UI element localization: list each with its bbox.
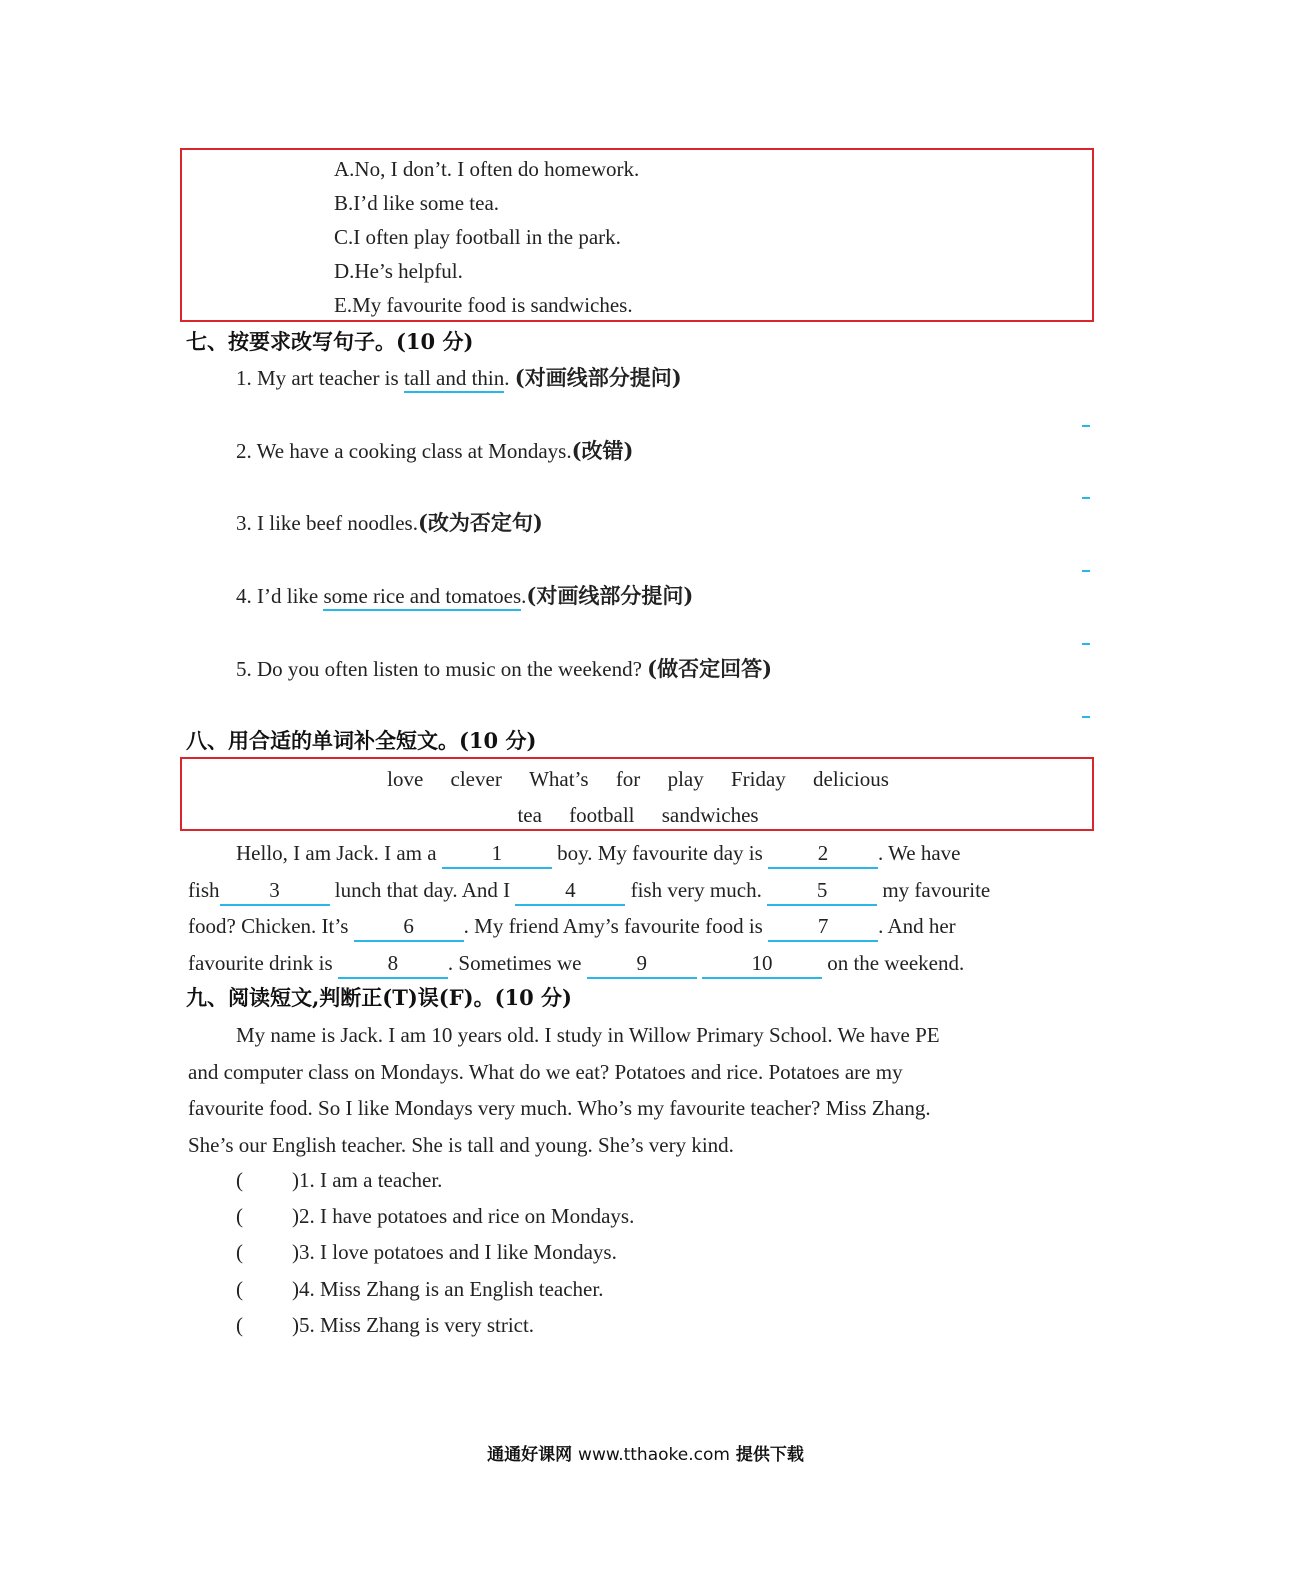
word-football: football <box>569 803 635 827</box>
section8-heading: 八、用合适的单词补全短文。(10 分) <box>186 728 537 753</box>
footer <box>0 1440 1291 1465</box>
q4-text: 4. I’d like <box>236 584 324 608</box>
blank-4[interactable]: 4 <box>515 876 625 906</box>
q2-instruction: (改错) <box>571 438 634 463</box>
answer-line-5[interactable] <box>1082 716 1090 718</box>
statement-3 <box>236 1237 617 1267</box>
answer-paren[interactable]: ( <box>236 1240 243 1264</box>
word-bank-row-2 <box>184 800 1092 830</box>
word-friday: Friday <box>730 767 786 791</box>
q3-instruction: (改为否定句) <box>417 510 543 535</box>
q5-text: 5. Do you often listen to music on the weekend? <box>236 657 648 681</box>
option-b: B.I’d like some tea. <box>334 191 500 215</box>
cloze-line-3 <box>188 908 1088 945</box>
cloze-text: my favourite <box>877 877 991 902</box>
footer-url[interactable]: www.tthaoke.com <box>578 1445 730 1465</box>
footer-site-name: 通通好课网 <box>487 1445 573 1465</box>
question-1 <box>236 363 682 393</box>
question-2 <box>236 436 633 466</box>
cloze-text: . My friend Amy’s favourite food is <box>463 914 769 938</box>
cloze-text: food? Chicken. It’s <box>188 914 354 938</box>
option-e: E.My favourite food is sandwiches. <box>334 293 633 317</box>
section7-heading: 七、按要求改写句子。(10 分) <box>186 329 474 354</box>
q1-underlined: tall and thin <box>404 366 504 393</box>
blank-8[interactable]: 8 <box>338 949 448 979</box>
answer-line-3[interactable] <box>1082 570 1090 572</box>
word-play: play <box>667 767 704 791</box>
blank-2[interactable]: 2 <box>768 839 878 869</box>
word-whats: What’s <box>529 767 589 791</box>
cloze-text: on the weekend. <box>821 950 965 975</box>
blank-5[interactable]: 5 <box>767 876 877 906</box>
statement-4 <box>236 1274 603 1304</box>
cloze-text: fish very much. <box>625 877 768 902</box>
cloze-line-4 <box>188 945 1088 982</box>
cloze-text: . We have <box>878 841 961 865</box>
word-sandwiches: sandwiches <box>661 803 759 827</box>
word-clever: clever <box>450 767 502 791</box>
statement-1 <box>236 1165 442 1195</box>
reading-line-4: She’s our English teacher. She is tall and young. She’s very kind. <box>188 1132 734 1157</box>
word-tea: tea <box>517 803 542 827</box>
cloze-text: . And her <box>878 914 956 938</box>
q2-text: 2. We have a cooking class at Mondays. <box>236 439 572 463</box>
reading-line-1: My name is Jack. I am 10 years old. I study in Willow Primary School. We have PE <box>236 1023 940 1047</box>
option-d: D.He’s helpful. <box>334 259 463 283</box>
q4-post: . <box>521 584 527 608</box>
word-bank-row-1 <box>184 764 1092 794</box>
section9-heading: 九、阅读短文,判断正(T)误(F)。(10 分) <box>186 985 572 1010</box>
cloze-text: fish <box>188 877 220 902</box>
blank-1[interactable]: 1 <box>442 839 552 869</box>
blank-10[interactable]: 10 <box>702 949 822 979</box>
statement-text: )3. I love potatoes and I like Mondays. <box>292 1240 617 1264</box>
cloze-line-1 <box>188 835 1088 872</box>
answer-paren[interactable]: ( <box>236 1313 243 1337</box>
statement-2 <box>236 1201 634 1231</box>
cloze-text: Hello, I am Jack. I am a <box>236 841 442 865</box>
q1-instruction: (对画线部分提问) <box>514 365 682 390</box>
statement-text: )5. Miss Zhang is very strict. <box>292 1313 535 1337</box>
q5-instruction: (做否定回答) <box>647 656 773 681</box>
answer-paren[interactable]: ( <box>236 1168 243 1192</box>
blank-3[interactable]: 3 <box>220 876 330 906</box>
answer-line-1[interactable] <box>1082 425 1090 427</box>
q4-underlined: some rice and tomatoes <box>323 584 521 611</box>
word-for: for <box>615 767 641 791</box>
reading-line-3: favourite food. So I like Mondays very much. Who’s my favourite teacher? Miss Zhang. <box>188 1096 931 1120</box>
reading-line-2: and computer class on Mondays. What do we eat? Potatoes and rice. Potatoes are my <box>188 1059 903 1084</box>
option-a: A.No, I don’t. I often do homework. <box>334 157 640 181</box>
q4-instruction: (对画线部分提问) <box>526 583 694 608</box>
cloze-passage <box>188 835 1088 981</box>
statement-text: )1. I am a teacher. <box>292 1168 443 1192</box>
q1-post: . <box>504 366 515 390</box>
answer-paren[interactable]: ( <box>236 1277 243 1301</box>
q3-text: 3. I like beef noodles. <box>236 511 418 535</box>
statement-5 <box>236 1310 534 1340</box>
answer-line-2[interactable] <box>1082 497 1090 499</box>
question-4 <box>236 581 693 611</box>
question-5 <box>236 654 772 684</box>
q1-text: 1. My art teacher is <box>236 366 404 390</box>
question-3 <box>236 508 543 538</box>
cloze-text: favourite drink is <box>188 950 338 975</box>
answer-line-4[interactable] <box>1082 643 1090 645</box>
cloze-text: boy. My favourite day is <box>551 841 769 865</box>
footer-suffix: 提供下载 <box>735 1445 804 1465</box>
reading-passage <box>188 1017 1088 1163</box>
blank-6[interactable]: 6 <box>354 912 464 942</box>
word-love: love <box>387 767 424 791</box>
blank-9[interactable]: 9 <box>587 949 697 979</box>
cloze-text: lunch that day. And I <box>329 877 516 902</box>
statement-text: )4. Miss Zhang is an English teacher. <box>292 1277 604 1301</box>
statement-text: )2. I have potatoes and rice on Mondays. <box>292 1204 635 1228</box>
word-delicious: delicious <box>813 767 889 791</box>
blank-7[interactable]: 7 <box>768 912 878 942</box>
cloze-line-2 <box>188 872 1088 909</box>
answer-paren[interactable]: ( <box>236 1204 243 1228</box>
option-c: C.I often play football in the park. <box>334 225 621 249</box>
cloze-text: . Sometimes we <box>447 950 587 975</box>
